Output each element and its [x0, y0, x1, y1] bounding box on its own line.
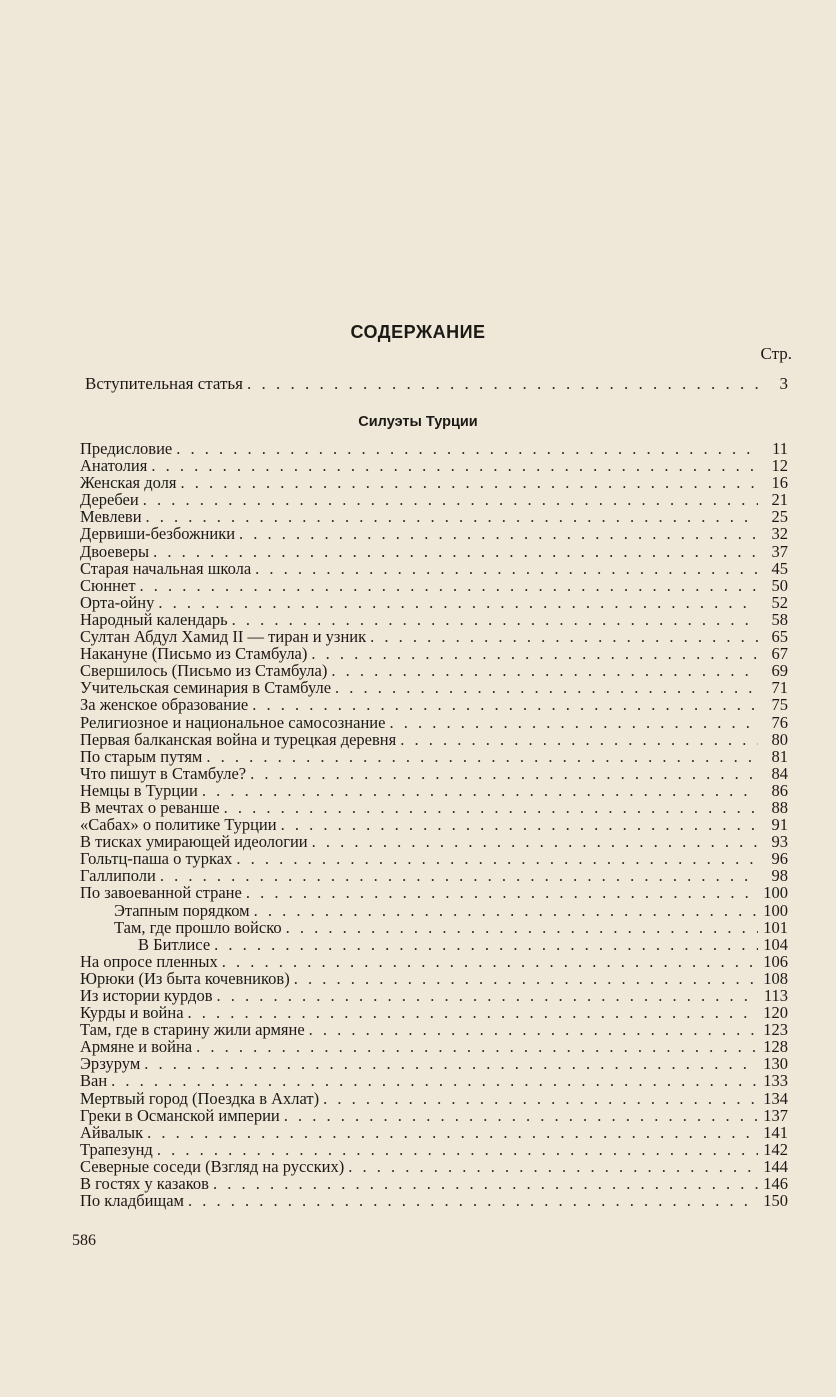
toc-entry [80, 628, 788, 645]
toc-entry [80, 543, 788, 560]
toc-entry-page: 76 [771, 712, 788, 732]
toc-entry-title: Религиозное и национальное самосознание [80, 712, 386, 732]
toc-entry-page: 106 [763, 951, 788, 971]
leader-dots [311, 645, 758, 662]
toc-entry [80, 1141, 788, 1158]
toc-entry-page: 104 [763, 934, 788, 954]
toc-entry [80, 1175, 788, 1192]
leader-dots [389, 714, 758, 731]
toc-entry [80, 662, 788, 679]
toc-entry-page: 58 [771, 609, 788, 629]
toc-entry-title: Там, где в старину жили армяне [80, 1020, 305, 1040]
toc-entry-page: 113 [763, 986, 788, 1005]
leader-dots [286, 919, 758, 936]
toc-entry-page: 123 [763, 1020, 788, 1040]
toc-entry-page: 142 [763, 1139, 788, 1159]
toc-entry [80, 816, 788, 833]
toc-entry-intro [85, 374, 788, 394]
toc-entry-page: 84 [771, 763, 788, 783]
toc-entry-page: 69 [771, 661, 788, 681]
toc-entry [80, 902, 788, 919]
toc-entry [80, 782, 788, 799]
leader-dots [196, 1038, 758, 1055]
toc-entry-title: В мечтах о реванше [80, 797, 220, 817]
toc-entry-title: За женское образование [80, 695, 249, 715]
toc-entry-page: 11 [772, 439, 788, 458]
toc-entry [80, 1072, 788, 1089]
toc-entry-page: 150 [763, 1191, 788, 1211]
leader-dots [160, 867, 758, 884]
toc-entry [80, 645, 788, 662]
leader-dots [111, 1072, 758, 1089]
toc-entry [80, 679, 788, 696]
leader-dots [202, 782, 758, 799]
toc-entry [80, 936, 788, 953]
toc-entry [80, 1090, 788, 1107]
toc-entry-page: 3 [779, 374, 788, 393]
toc-entry-title: Султан Абдул Хамид II — тиран и узник [80, 627, 367, 647]
toc-entry-title: В гостях у казаков [80, 1174, 209, 1194]
toc-entry-page: 80 [771, 729, 788, 749]
toc-entry [80, 1004, 788, 1021]
toc-entry-page: 130 [763, 1054, 788, 1074]
toc-entry-page: 12 [771, 456, 788, 476]
leader-dots [180, 474, 758, 491]
toc-entry [80, 953, 788, 970]
leader-dots [176, 440, 758, 457]
toc-entry-title: Двоеверы [80, 541, 150, 561]
toc-list [80, 440, 788, 1209]
toc-entry [80, 850, 788, 867]
toc-entry-title: Галлиполи [80, 866, 156, 886]
leader-dots [146, 508, 758, 525]
toc-entry [80, 919, 788, 936]
leader-dots [335, 679, 758, 696]
leader-dots [281, 816, 758, 833]
toc-entry [80, 440, 788, 457]
toc-entry [80, 884, 788, 901]
toc-entry-title: Этапным порядком [114, 900, 250, 920]
toc-entry-title: Северные соседи (Взгляд на русских) [80, 1156, 345, 1176]
toc-entry [80, 1021, 788, 1038]
toc-entry-title: Курды и война [80, 1003, 184, 1023]
leader-dots [217, 987, 759, 1004]
toc-entry-page: 128 [763, 1037, 788, 1057]
toc-entry-page: 144 [763, 1156, 788, 1176]
toc-entry-page: 108 [763, 968, 788, 988]
toc-entry-title: Гольтц-паша о турках [80, 849, 233, 869]
toc-entry-title: Народный календарь [80, 609, 228, 629]
toc-entry [80, 987, 788, 1004]
toc-entry-title: Орта-ойну [80, 592, 155, 612]
toc-entry-page: 81 [771, 746, 788, 766]
toc-entry-page: 100 [763, 900, 788, 920]
toc-entry-title: Деребеи [80, 490, 139, 510]
toc-entry [80, 457, 788, 474]
leader-dots [323, 1090, 758, 1107]
leader-dots [188, 1004, 758, 1021]
leader-dots [157, 1141, 758, 1158]
toc-entry-title: Учительская семинария в Стамбуле [80, 678, 332, 698]
toc-entry-page: 134 [763, 1088, 788, 1108]
toc-entry-page: 16 [771, 473, 788, 493]
leader-dots [158, 594, 758, 611]
leader-dots [151, 457, 758, 474]
toc-entry [80, 508, 788, 525]
leader-dots [252, 696, 758, 713]
leader-dots [254, 902, 758, 919]
toc-entry-title: В Битлисе [138, 934, 211, 954]
toc-entry-title: Предисловие [80, 439, 173, 458]
leader-dots [232, 611, 758, 628]
toc-entry-title: По старым путям [80, 746, 203, 766]
toc-entry-title: Что пишут в Стамбуле? [80, 763, 247, 783]
toc-entry-page: 52 [771, 592, 788, 612]
toc-entry [80, 714, 788, 731]
toc-entry-title: Армяне и война [80, 1037, 193, 1057]
toc-entry-title: Мевлеви [80, 507, 142, 527]
toc-entry-page: 101 [763, 917, 788, 937]
toc-entry [80, 560, 788, 577]
leader-dots [222, 953, 758, 970]
toc-entry-page: 91 [771, 815, 788, 835]
leader-dots [143, 491, 758, 508]
leader-dots [250, 765, 758, 782]
toc-entry-page: 67 [771, 644, 788, 664]
toc-entry-title: По завоеванной стране [80, 883, 242, 903]
toc-entry-title: Старая начальная школа [80, 558, 252, 578]
toc-entry [80, 491, 788, 508]
toc-entry-title: Вступительная статья [85, 374, 243, 393]
toc-entry-page: 137 [763, 1105, 788, 1125]
leader-dots [255, 560, 758, 577]
leader-dots [239, 525, 758, 542]
leader-dots [348, 1158, 758, 1175]
toc-entry-page: 133 [763, 1071, 788, 1091]
toc-entry-page: 71 [771, 678, 788, 698]
toc-entry-title: Свершилось (Письмо из Стамбула) [80, 661, 328, 681]
leader-dots [188, 1192, 758, 1209]
leader-dots [294, 970, 758, 987]
toc-entry [80, 577, 788, 594]
toc-entry [80, 1107, 788, 1124]
toc-entry-page: 141 [763, 1122, 788, 1142]
section-title: Силуэты Турции [358, 414, 478, 430]
toc-entry [80, 765, 788, 782]
toc-entry-title: Немцы в Турции [80, 780, 198, 800]
leader-dots [331, 662, 758, 679]
toc-entry-page: 32 [771, 524, 788, 544]
toc-entry-title: Накануне (Письмо из Стамбула) [80, 644, 308, 664]
toc-entry-page: 45 [771, 558, 788, 578]
toc-entry-title: Там, где прошло войско [114, 917, 282, 937]
leader-dots [370, 628, 758, 645]
leader-dots [214, 936, 758, 953]
toc-entry-page: 96 [771, 849, 788, 869]
leader-dots [213, 1175, 758, 1192]
toc-entry-page: 86 [771, 780, 788, 800]
toc-entry-title: Дервиши-безбожники [80, 524, 236, 544]
toc-entry-title: Юрюки (Из быта кочевников) [80, 968, 290, 988]
toc-entry-title: Трапезунд [80, 1139, 153, 1159]
toc-entry-title: Сюннет [80, 575, 136, 595]
leader-dots [147, 1124, 758, 1141]
toc-entry-page: 75 [771, 695, 788, 715]
toc-entry-title: Ван [80, 1071, 108, 1091]
toc-entry-title: По кладбищам [80, 1191, 184, 1211]
toc-entry [80, 970, 788, 987]
leader-dots [206, 748, 758, 765]
page-title: СОДЕРЖАНИЕ [350, 322, 486, 342]
toc-entry-title: В тисках умирающей идеологии [80, 832, 308, 852]
toc-entry [80, 696, 788, 713]
toc-entry [80, 611, 788, 628]
leader-dots [284, 1107, 758, 1124]
toc-entry-page: 21 [771, 490, 788, 510]
toc-entry-page: 50 [771, 575, 788, 595]
leader-dots [247, 374, 758, 394]
toc-entry-page: 37 [771, 541, 788, 561]
toc-entry-page: 98 [771, 866, 788, 886]
toc-entry-page: 25 [771, 507, 788, 527]
toc-entry-title: «Сабах» о политике Турции [80, 815, 277, 835]
leader-dots [309, 1021, 758, 1038]
toc-entry [80, 833, 788, 850]
toc-entry [80, 799, 788, 816]
toc-entry-page: 146 [763, 1174, 788, 1194]
toc-entry-title: Первая балканская война и турецкая деревня [80, 729, 397, 749]
toc-entry-title: Мертвый город (Поездка в Ахлат) [80, 1088, 320, 1108]
leader-dots [312, 833, 758, 850]
toc-entry-page: 88 [771, 797, 788, 817]
toc-entry-title: Греки в Османской империи [80, 1105, 280, 1125]
leader-dots [140, 577, 758, 594]
toc-entry [80, 867, 788, 884]
toc-entry [80, 1038, 788, 1055]
toc-entry [80, 731, 788, 748]
toc-entry [80, 1124, 788, 1141]
toc-entry [80, 1192, 788, 1209]
leader-dots [144, 1055, 758, 1072]
leader-dots [400, 731, 758, 748]
toc-entry [80, 474, 788, 491]
toc-entry [80, 1055, 788, 1072]
toc-entry-page: 93 [771, 832, 788, 852]
leader-dots [153, 543, 758, 560]
leader-dots [236, 850, 758, 867]
leader-dots [224, 799, 758, 816]
toc-entry-page: 100 [763, 883, 788, 903]
toc-entry [80, 748, 788, 765]
toc-entry [80, 1158, 788, 1175]
toc-entry-page: 65 [771, 627, 788, 647]
toc-entry-title: Анатолия [80, 456, 148, 476]
toc-entry-title: Айвалык [80, 1122, 144, 1142]
toc-entry-title: Женская доля [80, 473, 177, 493]
page-number: 586 [72, 1232, 96, 1249]
page-column-label: Стр. [760, 344, 792, 363]
leader-dots [246, 884, 758, 901]
toc-entry [80, 525, 788, 542]
toc-entry [80, 594, 788, 611]
toc-entry-title: На опросе пленных [80, 951, 218, 971]
toc-entry-page: 120 [763, 1003, 788, 1023]
toc-entry-title: Эрзурум [80, 1054, 141, 1074]
toc-entry-title: Из истории курдов [80, 986, 213, 1005]
